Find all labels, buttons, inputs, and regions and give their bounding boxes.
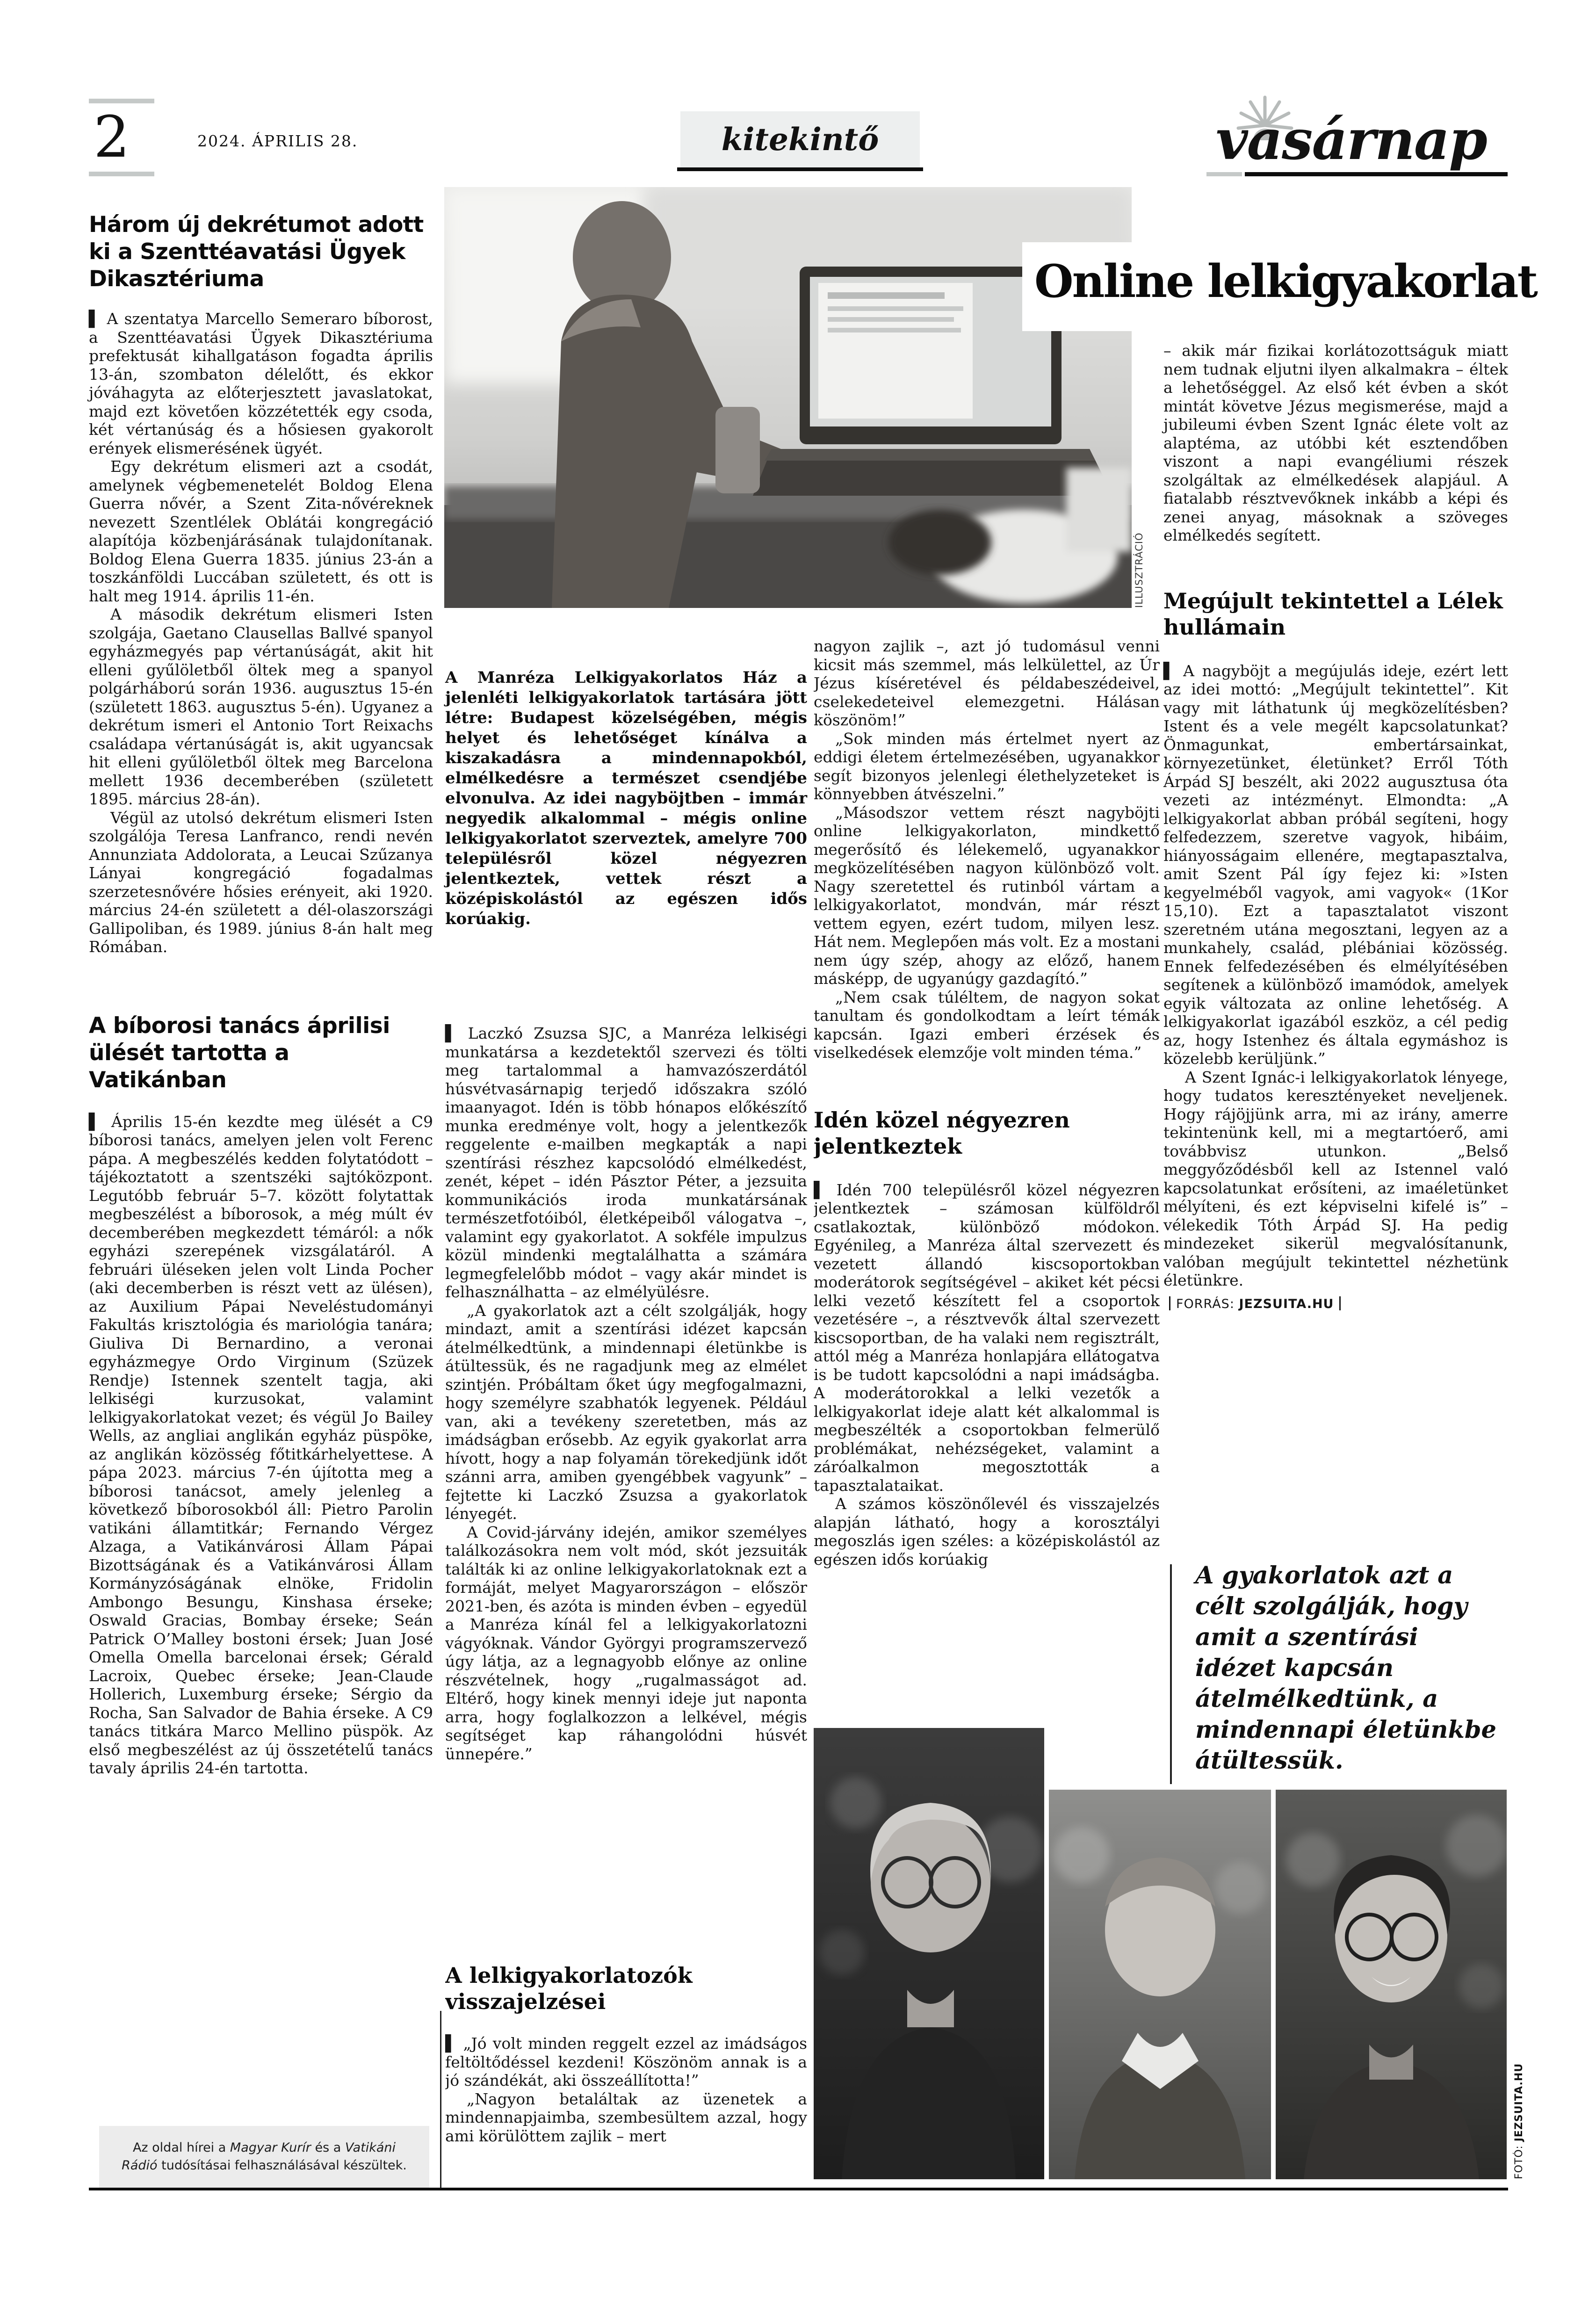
headline-box <box>1022 242 1537 331</box>
left-article2-body <box>89 1113 433 1778</box>
renewed-body <box>1163 662 1508 1290</box>
pullquote-rule <box>1170 1564 1172 1784</box>
paragraph: A számos köszönőlevél és visszajelzés alapján látható, hogy a korosztályi megoszlás igen széles: a középiskolástól az egészen idős korúakig <box>814 1495 1160 1568</box>
page-number: 2 <box>94 104 130 170</box>
masthead-underline-gray <box>1206 172 1242 176</box>
header-rule-top <box>89 99 154 103</box>
paragraph: ▌ Idén 700 településről közel négyezren jelentkeztek – számosan külföldről csatlakoztak, különböző módokon. Egyénileg, a Manréza által szervezett és vezetett állandó kiscsoportokban moderátorok segítségével – akiket két pécsi lelki vezető készített fel a csoportok vezetésére –, a résztvevők által szervezett kiscsoportban, de ha valaki nem regisztrált, attól még a Manréza honlapjára ellátogatva is be tudott kapcsolódni a napi imádságba. A moderátorokkal a lelki vezetők a lelkigyakorlat ideje alatt két alkalommal is megbeszélték a csoportokban felmerülő problémákat, nehézségeket, valamint a záróalkalmon megosztották a tapasztalataikat. <box>814 1180 1160 1495</box>
stats-heading: Idén közel négyezren jelentkeztek <box>814 1107 1070 1159</box>
paragraph: A Covid-járvány idején, amikor személyes találkozásokra nem volt mód, skót jezsuiták találták ki az online lelkigyakorlatoknak ezt a formáját, melyet Magyarországon – először 2021-ben, és azóta is minden évben – egyedül a Manréza kínál fel a lelkigyakorlatozni vágyóknak. Vándor Györgyi programszervező úgy látja, az a legnagyobb előnye az online részvételnek, hogy „rugalmasságot ad. Eltérő, hogy kinek mennyi ideje jut naponta arra, hogy foglalkozzon a lelkével, mégis segítséget kap ráhangolódni húsvét ünnepére.” <box>445 1523 807 1763</box>
page-date: 2024. ÁPRILIS 28. <box>197 132 358 150</box>
paragraph: ▌ Április 15-én kezdte meg ülését a C9 bíborosi tanács, amelyen jelen volt Ferenc pápa. A megbeszélés kedden folytatódott – tájékoztatott a szentszéki sajtóközpont. Legutóbb február 5–7. között folytattak megbeszélést a bíborosok, a még múlt év decemberében megkezdett témáról: a nők egyházi szerepének vizsgálatáról. A februári üléseken jelen volt Linda Pocher (aki decemberben is részt vett az ülésen), az Auxilium Pápai Neveléstudományi Fakultás krisztológia és mariológia tanára; Giuliva Di Bernardino, a veronai egyházmegye Ordo Virginum (Szüzek Rendje) Istennek szentelt tagja, aki lelkiségi kurzusokat, valamint lelkigyakorlatokat vezet; és végül Jo Bailey Wells, az angliai anglikán egyház püspöke, az anglikán közösség főtitkárhelyettese. A pápa 2023. március 7-én újította meg a bíborosi tanácsot, amely jelenleg a következő bíborosokból áll: Pietro Parolin vatikáni államtitkár; Fernando Vérgez Alzaga, a Vatikánvárosi Állam Pápai Bizottságának és a Vatikánvárosi Állam Kormányzóságának elnöke, Fridolin Ambongo Besungu, Kinshasa érseke; Oswald Gracias, Bombay érseke; Seán Patrick O’Malley bostoni érsek; Juan José Omella Omella barcelonai érsek; Gérald Lacroix, Quebec érseke; Jean-Claude Hollerich, Luxemburg érseke; Sérgio da Rocha, San Salvador de Bahia érseke. A C9 tanács titkára Marco Mellino püspök. Az első megbeszélést az új összetételű tanács tavaly április 24-én tartotta. <box>89 1112 433 1777</box>
paragraph: ▌ A szentatya Marcello Semeraro bíborost, a Szenttéavatási Ügyek Dikasztériuma prefektusát kihallgatáson fogadta április 13-án, szombaton délelőtt, és ekkor jóváhagyta az előterjesztett javaslatokat, majd ezt követően közzétették egy csoda, két vértanúság és a hősiesen gyakorolt erények elismerésének ügyét. <box>89 310 433 457</box>
stats-body <box>814 1181 1160 1569</box>
paragraph: Végül az utolsó dekrétum elismeri Isten szolgálója Teresa Lanfranco, rendi nevén Annunziata Addolorata, a Leucai Szűzanya Lányai kongregáció fogadalmas szerzetesnővére hősies erényeit, aki 1920. március 24-én született a dél-olaszországi Gallipoliban, és 1989. június 8-án halt meg Rómában. <box>89 808 433 956</box>
sources-note-text: Az oldal hírei a Magyar Kurír és a Vatikáni Rádió tudósításai felhasználásával készültek. <box>122 2140 407 2173</box>
paragraph: „Nem csak túléltem, de nagyon sokat tanultam és gondolkodtam a leírt témák kapcsán. Igazi emberi érzések és viselkedések elemzője volt minden téma.” <box>814 988 1160 1062</box>
page-sources-note <box>99 2126 429 2188</box>
photo-credit-label: FOTÓ: <box>1513 2141 1525 2179</box>
left-article2-title: A bíborosi tanács áprilisi ülését tartotta a Vatikánban <box>89 1012 390 1093</box>
source-label: FORRÁS: <box>1176 1296 1239 1311</box>
paragraph: Egy dekrétum elismeri azt a csodát, amelynek végbemenetelét Boldog Elena Guerra nővér, a Szent Zita-nővéreknek nevezett Szentlélek Oblátái kongregáció alapítója közbenjárásának tulajdonítanak. Boldog Elena Guerra 1835. június 23-án a toszkánföldi Luccában született, és ott is halt meg 1914. április 11-én. <box>89 457 433 605</box>
article-headline: Online lelkigyakorlat <box>1034 255 1537 308</box>
paragraph: ▌ A nagyböjt a megújulás ideje, ezért lett az idei mottó: „Megújult tekintettel”. Kit vagy mit láthatunk új megközelítésben? Istent és a vele megélt kapcsolatunkat? Önmagunkat, embertársainkat, környezetünket, életünket? Erről Tóth Árpád SJ beszélt, aki 2022 augusztusa óta vezeti az intézményt. Elmondta: „A lelkigyakorlat abban próbál segíteni, hogy felfedezzem, szeretve vagyok, hibáim, hiányosságaim ellenére, megtapasztalva, amit Szent Pál így fejez ki: »Isten kegyelméből vagyok, ami vagyok« (1Kor 15,10). Ezt a tapasztalatot viszont szeretném utána megosztani, legyen az a munkahely, család, plébániai közösség. Ennek felfedezésében és elmélyítésében segítenek a különböző imamódok, amelyek egyik változata az online lehetőség. A lelkigyakorlat igazából eszköz, a cél pedig az, hogy Istenhez és általa egymáshoz is közelebb kerüljünk.” <box>1163 661 1508 1068</box>
column2-body <box>814 637 1160 1062</box>
masthead-underline-black <box>1245 172 1508 176</box>
paragraph: – akik már fizikai korlátozottságuk miatt nem tudnak eljutni ilyen alkalmakra – éltek a lehetőséggel. Az első két évben a skót mintát követve Jézus megismerése, majd a jubileumi évben Szent Ignác élete volt az alaptéma, az utóbbi két esztendőben viszont a napi evangéliumi részek szolgáltak az elmélkedések alapjául. A fiatalabb résztvevőknek inkább a képi és zenei anyag, másoknak a szöveges elmélkedés segített. <box>1163 341 1508 544</box>
portrait-photo-2 <box>1049 1790 1271 2179</box>
paragraph: A második dekrétum elismeri Isten szolgája, Gaetano Clausellas Ballvé spanyol egyházmegyés pap vértanúságát, akit hit elleni gyűlöletből öltek meg a spanyol polgárháború során 1936. augusztus 15-én (született 1863. augusztus 5-én). Ugyanez a dekrétum ismeri el Antonio Tort Reixachs családapa vértanúságát is, akit ugyancsak hit elleni gyűlöletből öltek meg Barcelona mellett 1936 decemberében (született 1895. március 28-án). <box>89 605 433 808</box>
section-label: kitekintő <box>721 121 879 158</box>
feedback-body <box>445 2034 807 2145</box>
header-rule-bottom <box>89 172 154 176</box>
article-column1 <box>445 1024 807 1763</box>
paragraph: A Szent Ignác-i lelkigyakorlatok lényege, hogy tudatos keresztényeket neveljenek. Hogy rájöjjünk arra, mi az irány, amerre tekintenünk kell, mi a megtartóerő, ami továbbvisz utunkon. „Belső meggyőződésből kell az Istennel való kapcsolatunkat erősíteni, az imaéletünket mélyíteni, és ezt képviselni kifelé is” – vélekedik Tóth Árpád SJ. Ha pedig mindezeket sikerül megvalósítanunk, valóban megújult tekintettel nézhetünk életünkre. <box>1163 1068 1508 1289</box>
paragraph: „A gyakorlatok azt a célt szolgálják, hogy mindazt, amit a szentírási idézet kapcsán átelmélkedtünk, a mindennapi életünkbe is átültessük, és ne ragadjunk meg az elmélet szintjén. Próbáltam őket úgy megfogalmazni, hogy személyre szabhatók legyenek. Például van, aki a tevékeny szeretetben, más az imádságban erősebb. Az egyik gyakorlat arra hívott, hogy a nap folyamán törekedjünk időt szánni arra, amiben gyengébbek vagyunk” – fejtette ki Laczkó Zsuzsa a gyakorlatok lényegét. <box>445 1301 807 1523</box>
page-bottom-rule <box>89 2188 1508 2190</box>
masthead: vasárnap <box>1216 107 1487 172</box>
source-bar-right <box>1339 1296 1341 1310</box>
article-lead: A Manréza Lelkigyakorlatos Ház a jelenléti lelkigyakorlatok tartására jött létre: Budapest közelségében, mégis helyet és lehetőséget kínálva a kiszakadásra a mindennapokból, elmélkedésre a természet csendjébe elvonulva. Az idei nagyböjtben – immár negyedik alkalommal – mégis online lelkigyakorlatot szerveztek, amelyre 700 településről közel négyezren jelentkeztek, vettek részt a középiskolástól az egészen idős korúakig. <box>445 668 807 928</box>
photo-illustration-label: ILLUSZTRÁCIÓ <box>1134 532 1145 608</box>
pull-quote: A gyakorlatok azt a célt szolgálják, hogy amit a szentírási idézet kapcsán átelmélkedtünk, a mindennapi életünkbe átültessük. <box>1195 1561 1496 1775</box>
paragraph: nagyon zajlik –, azt jó tudomásul venni kicsit más szemmel, más lelkülettel, az Úr Jézus kíséretével és példabeszédeivel, cselekedeteivel elemezgetni. Hálásan köszönöm!” <box>814 637 1160 729</box>
paragraph: „Nagyon betaláltak az üzenetek a mindennapjaimba, szembesültem azzal, hogy ami körülöttem zajlik – mert <box>445 2089 807 2145</box>
source-value: JEZSUITA.HU <box>1239 1296 1334 1311</box>
right-column-top <box>1163 341 1508 545</box>
paragraph: ▌ Laczkó Zsuzsa SJC, a Manréza lelkiségi munkatársa a kezdetektől szervezi és tölti meg tartalommal a hamvazószerdától húsvétvasárnapig terjedő időszakra szóló imaanyagot. Idén is több hónapos előkészítő munka eredménye volt, hogy a jelentkezők reggelente e-mailben megkapták a napi szentírási részhez kapcsolódó elmélkedést, zenét, képet – idén Pásztor Péter, a jezsuita kommunikációs iroda munkatársának természetfotóiból, életképeiből válogatva –, valamint egy gyakorlatot. A sokféle impulzus közül mindenki megtalálhatta a számára legmegfelelőbb módot – vagy akár mindet is felhasználhatta – az elmélyülésre. <box>445 1024 807 1301</box>
left-article1-title: Három új dekrétumot adott ki a Szenttéavatási Ügyek Dikasztériuma <box>89 212 424 292</box>
portraits-photo-credit <box>1513 2061 1525 2179</box>
renewed-heading: Megújult tekintettel a Lélek hullámain <box>1163 588 1503 640</box>
column-divider-rule <box>440 2011 441 2188</box>
feedback-heading: A lelkigyakorlatozók visszajelzései <box>445 1963 693 2014</box>
feedback-section <box>445 1962 807 2178</box>
section-banner <box>680 111 920 167</box>
section-underline <box>677 167 923 171</box>
paragraph: „Másodszor vettem részt nagyböjti online lelkigyakorlaton, mindkettő megerősítő és lélekemelő, ugyanakkor megközelítésében nagyon különböző volt. Nagy szeretettel és rutinból vártam a lelkigyakorlatot, mondván, már részt vettem egyen, ezért tudom, milyen lesz. Hát nem. Meglepően más volt. Ez a mostani nem úgy szép, ahogy az előző, hanem másképp, de ugyanúgy gazdagító.” <box>814 803 1160 988</box>
portrait-photo-3 <box>1276 1790 1507 2179</box>
source-bar-left <box>1169 1296 1170 1310</box>
source-line <box>1163 1296 1508 1311</box>
left-column <box>89 211 433 1778</box>
paragraph: „Sok minden más értelmet nyert az eddigi életem értelmezésében, ugyanakkor segít bizonyos jelenlegi élethelyzeteket is könnyebben átvészelni.” <box>814 729 1160 803</box>
right-column <box>1163 341 1508 1311</box>
left-article1-body <box>89 310 433 956</box>
photo-credit-value: JEZSUITA.HU <box>1513 2063 1525 2142</box>
portrait-photo-1 <box>814 1728 1044 2179</box>
article-column2 <box>814 637 1160 1713</box>
paragraph: ▌ „Jó volt minden reggelt ezzel az imádságos feltöltődéssel kezdeni! Köszönöm annak is a jó szándékát, aki összeállította!” <box>445 2034 807 2089</box>
